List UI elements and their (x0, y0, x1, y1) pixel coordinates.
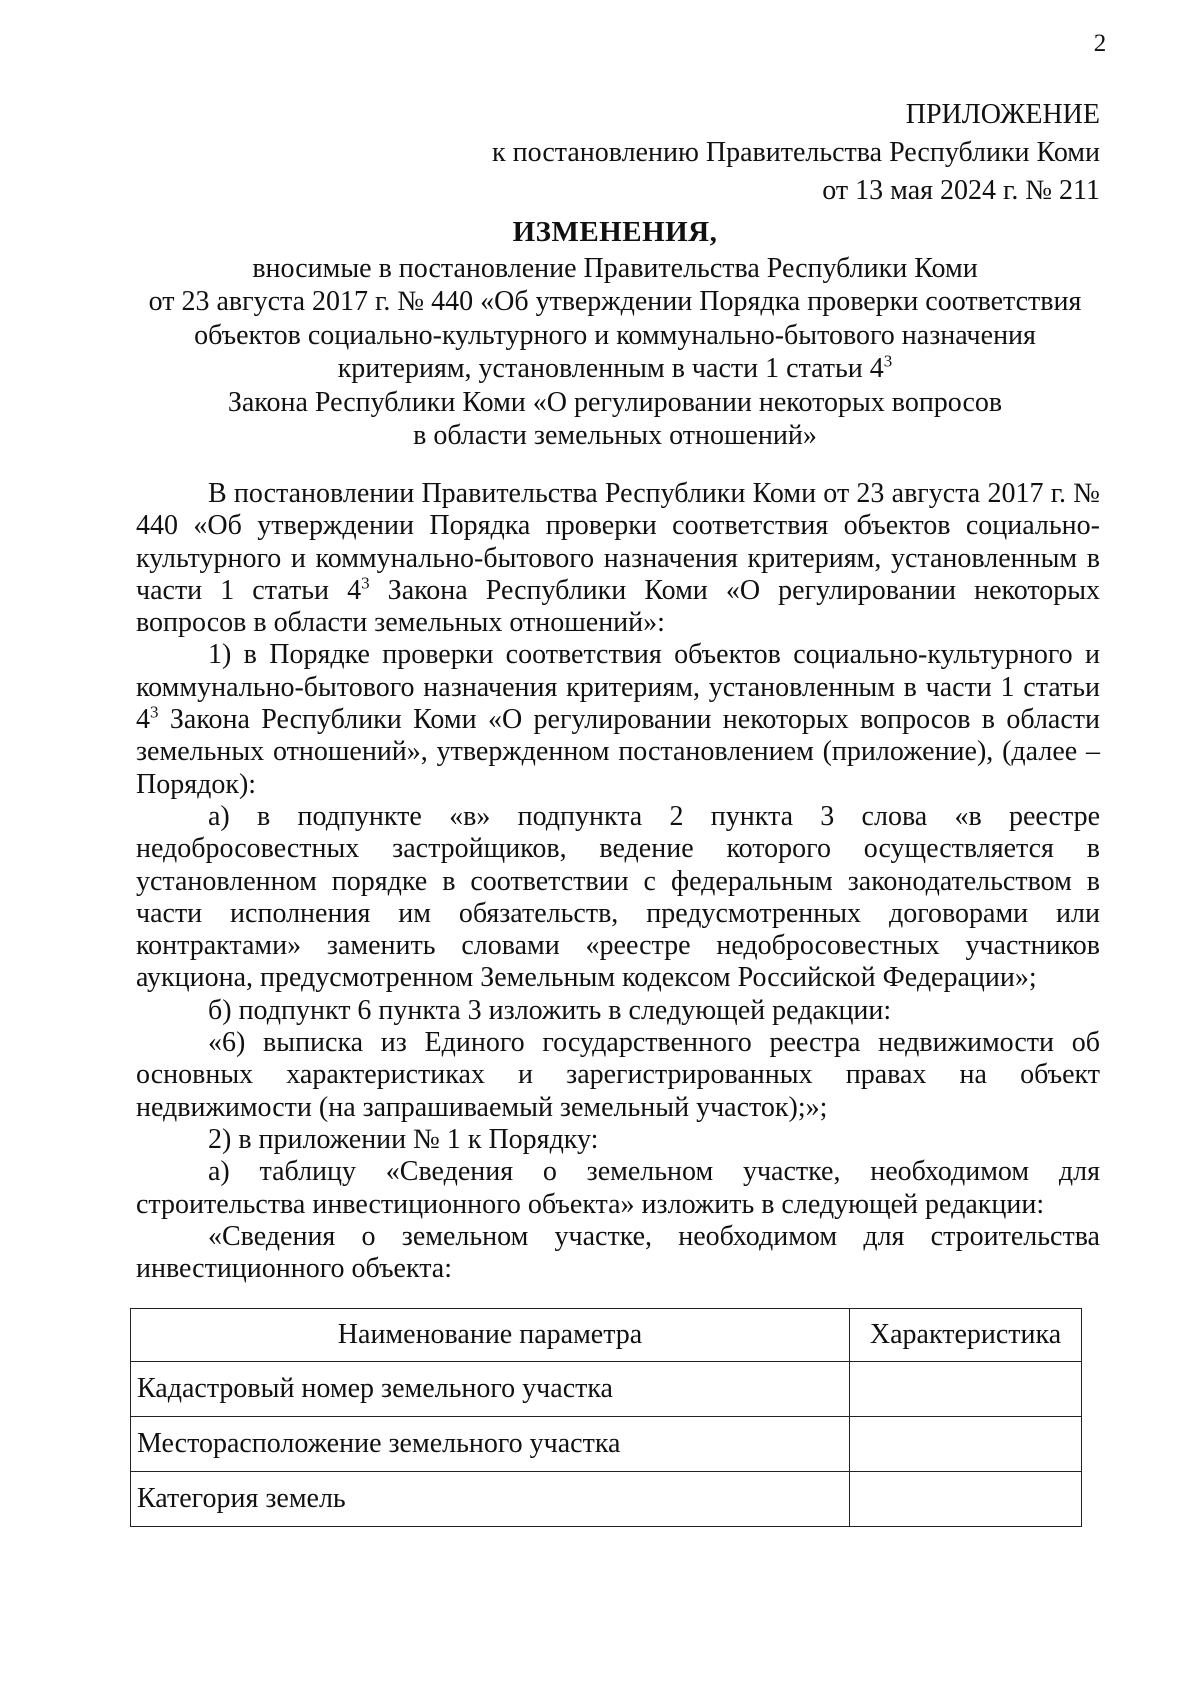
paragraph-table-caption: «Сведения о земельном участке, необходимом для строительства инвестиционного объекта: (136, 1220, 1100, 1285)
title-line-4-text: критериям, установленным в части 1 статьи 4 (337, 353, 884, 384)
preamble-text-a: В постановлении Правительства Республики Коми от 23 августа 2017 г. № 440 «Об утверждении Порядка проверки соответствия объектов социально-культурного и коммунально-бытового назначения критериям, установленным в части 1 статьи 4 (136, 478, 1100, 606)
table-cell-parameter: Кадастровый номер земельного участка (131, 1362, 850, 1417)
appendix-header (400, 96, 1100, 210)
document-title-block (130, 216, 1100, 453)
item-1-superscript: 3 (150, 702, 159, 722)
table-row (131, 1362, 1082, 1417)
title-line-6: в области земельных отношений» (413, 420, 817, 451)
title-line-1: вносимые в постановление Правительства Республики Коми (252, 252, 978, 284)
title-line-3: объектов социально-культурного и коммунально-бытового назначения (194, 319, 1036, 351)
table-row (131, 1472, 1082, 1527)
title-line-5: Закона Республики Коми «О регулировании некоторых вопросов (227, 386, 1003, 418)
table-cell-characteristic (850, 1417, 1082, 1472)
title-line-4 (130, 352, 1100, 386)
appendix-resolution-ref: к постановлению Правительства Республики Коми (492, 137, 1100, 168)
document-heading: ИЗМЕНЕНИЯ, (512, 216, 718, 248)
appendix-title: ПРИЛОЖЕНИЕ (905, 99, 1100, 130)
title-line-2: от 23 августа 2017 г. № 440 «Об утверждении Порядка проверки соответствия (148, 286, 1082, 317)
paragraph-item-1b: б) подпункт 6 пункта 3 изложить в следующей редакции: (208, 994, 892, 1026)
page-number: 2 (1093, 30, 1107, 57)
paragraph-item-1a: а) в подпункте «в» подпункта 2 пункта 3 слова «в реестре недобросовестных застройщиков, ведение которого осуществляется в установленном порядке в соответствии с федеральным законодательством в части исполнения им обязательств, предусмотренных договорами или контрактами» заменить словами «реестре недобросовестных участников аукциона, предусмотренном Земельным кодексом Российской Федерации»; (136, 800, 1100, 994)
table-header-characteristic: Характеристика (850, 1309, 1082, 1362)
title-superscript: 3 (883, 351, 893, 371)
document-body (136, 478, 1100, 1285)
item-1-text-b: Закона Республики Коми «О регулировании некоторых вопросов в области земельных отношений», утвержденном постановлением (приложение), (далее – Порядок): (136, 704, 1100, 800)
paragraph-item-1 (136, 639, 1100, 800)
table-header-row (131, 1309, 1082, 1362)
item-1-text-a: 1) в Порядке проверки соответствия объектов социально-культурного и коммунально-бытового назначения критериям, установленным в части 1 статьи 4 (136, 639, 1100, 736)
paragraph-preamble (136, 478, 1100, 639)
paragraph-item-1b-text: «6) выписка из Единого государственного реестра недвижимости об основных характеристиках и зарегистрированных правах на объект недвижимости (на запрашиваемый земельный участок);»; (136, 1027, 1100, 1123)
table-cell-parameter: Категория земель (131, 1472, 850, 1527)
table-cell-characteristic (850, 1472, 1082, 1527)
preamble-text-b: Закона Республики Коми «О регулировании некоторых вопросов в области земельных отношений»: (136, 574, 1101, 639)
preamble-superscript: 3 (361, 573, 370, 593)
land-plot-parameters-table (130, 1308, 1082, 1527)
paragraph-item-2a: а) таблицу «Сведения о земельном участке, необходимом для строительства инвестиционного объекта» изложить в следующей редакции: (136, 1156, 1100, 1220)
table-header-parameter: Наименование параметра (131, 1309, 850, 1362)
table-cell-parameter: Месторасположение земельного участка (131, 1417, 850, 1472)
paragraph-item-2: 2) в приложении № 1 к Порядку: (208, 1123, 599, 1155)
table-row (131, 1417, 1082, 1472)
appendix-date-number: от 13 мая 2024 г. № 211 (822, 175, 1100, 206)
table-cell-characteristic (850, 1362, 1082, 1417)
